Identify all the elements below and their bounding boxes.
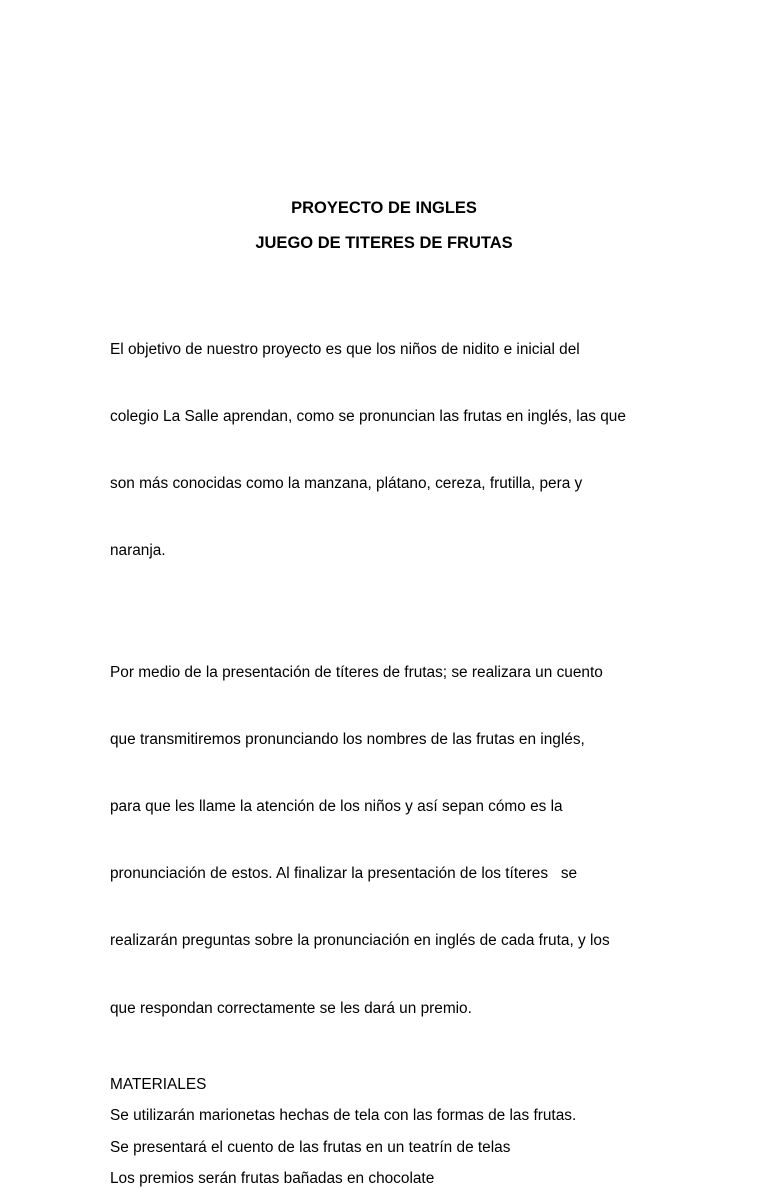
paragraph-line: El objetivo de nuestro proyecto es que los niños de nidito e inicial del bbox=[110, 340, 580, 358]
paragraph-line: son más conocidas como la manzana, plátano, cereza, frutilla, pera y bbox=[110, 475, 583, 493]
document-body bbox=[110, 294, 670, 1199]
document-title: PROYECTO DE INGLES bbox=[291, 199, 477, 217]
document-subtitle: JUEGO DE TITERES DE FRUTAS bbox=[255, 234, 513, 252]
paragraph-line: realizarán preguntas sobre la pronunciación en inglés de cada fruta, y los bbox=[110, 932, 610, 950]
paragraph-line: que transmitiremos pronunciando los nombres de las frutas en inglés, bbox=[110, 730, 585, 748]
materials-item: Se utilizarán marionetas hechas de tela con las formas de las frutas. bbox=[110, 1107, 577, 1125]
paragraph-line: colegio La Salle aprendan, como se pronuncian las frutas en inglés, las que bbox=[110, 408, 626, 426]
paragraph-line: Por medio de la presentación de títeres de frutas; se realizara un cuento bbox=[110, 663, 603, 681]
method-paragraph bbox=[110, 617, 670, 1065]
objective-paragraph bbox=[110, 294, 670, 608]
materials-item: Se presentará el cuento de las frutas en un teatrín de telas bbox=[110, 1138, 511, 1156]
materials-heading: MATERIALES bbox=[110, 1075, 207, 1093]
paragraph-line: pronunciación de estos. Al finalizar la presentación de los títeres se bbox=[110, 865, 578, 883]
materials-item: Los premios serán frutas bañadas en chocolate bbox=[110, 1170, 435, 1188]
paragraph-line: naranja. bbox=[110, 542, 166, 560]
paragraph-line: que respondan correctamente se les dará un premio. bbox=[110, 999, 472, 1017]
paragraph-line: para que les llame la atención de los niños y así sepan cómo es la bbox=[110, 797, 563, 815]
